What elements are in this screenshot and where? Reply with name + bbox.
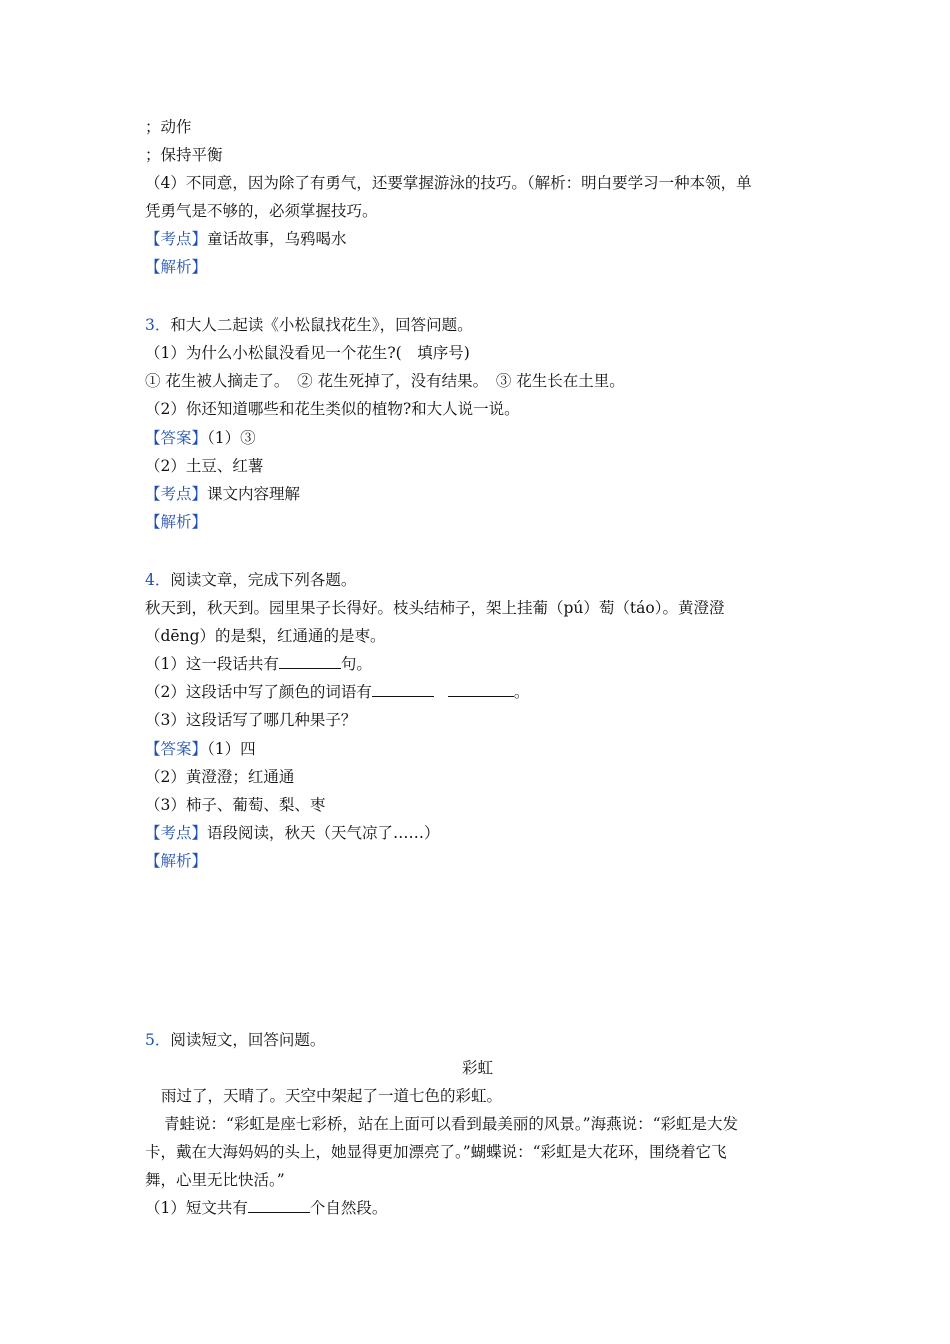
answer-line: ；动作 [145, 118, 192, 136]
question-5-sub1 [145, 1198, 810, 1218]
question-text: 和大人二起读《小松鼠找花生》，回答问题。 [170, 316, 473, 334]
kaodian-tag: 【考点】 [145, 230, 208, 248]
answer-line: ；保持平衡 [145, 146, 223, 164]
answer-tag: 【答案】 [145, 429, 208, 447]
question-text: （1）短文共有 [145, 1199, 248, 1217]
passage-line: 青蛙说：“彩虹是座七彩桥，站在上面可以看到最美丽的风景。”海燕说：“彩虹是大发 [164, 1115, 739, 1133]
question-text: 个自然段。 [309, 1199, 388, 1217]
question-5-stem [145, 1030, 810, 1050]
jiexi-line [145, 257, 810, 277]
kaodian-tag: 【考点】 [145, 824, 208, 842]
answer-line [145, 428, 810, 448]
question-text: 阅读短文，回答问题。 [170, 1031, 326, 1049]
fill-blank[interactable] [372, 682, 434, 697]
answer-tag: 【答案】 [145, 740, 208, 758]
answer-line: （3）柿子、葡萄、梨、枣 [145, 796, 326, 814]
question-number: 5． [145, 1031, 171, 1049]
kaodian-tag: 【考点】 [145, 485, 208, 503]
question-4-stem [145, 570, 810, 590]
answer-line: 凭勇气是不够的，必须掌握技巧。 [145, 202, 378, 220]
fill-blank[interactable] [448, 682, 514, 697]
kaodian-line [145, 823, 810, 843]
fill-blank[interactable] [248, 1198, 310, 1213]
passage-line: 舞，心里无比快活。” [145, 1171, 285, 1189]
jiexi-tag: 【解析】 [145, 258, 208, 276]
question-text: 句。 [340, 655, 372, 673]
fill-blank[interactable] [279, 654, 341, 669]
answer-text: （1）③ [207, 429, 256, 447]
question-3-stem [145, 315, 810, 335]
kaodian-text: 童话故事，乌鸦喝水 [207, 230, 347, 248]
answer-text: （1）四 [207, 740, 256, 758]
question-4-sub3: （3）这段话写了哪几种果子？ [145, 711, 357, 729]
answer-line: （2）土豆、红薯 [145, 457, 264, 475]
passage-line: 秋天到，秋天到。园里果子长得好。枝头结柿子，架上挂葡（pú）萄（táo）。黄澄澄 [145, 599, 725, 617]
question-3-sub1: （1）为什么小松鼠没看见一个花生?( 填序号) [145, 344, 470, 362]
question-4-sub2 [145, 682, 810, 702]
question-3-options: ① 花生被人摘走了。 ② 花生死掉了，没有结果。 ③ 花生长在土里。 [145, 372, 625, 390]
jiexi-line [145, 512, 810, 532]
answer-line [145, 739, 810, 759]
passage-line: 卡，戴在大海妈妈的头上，她显得更加漂亮了。”蝴蝶说：“彩虹是大花环，围绕着它飞 [145, 1143, 727, 1161]
jiexi-tag: 【解析】 [145, 513, 208, 531]
question-number: 4． [145, 571, 171, 589]
kaodian-text: 课文内容理解 [207, 485, 301, 503]
jiexi-tag: 【解析】 [145, 852, 208, 870]
passage-title: 彩虹 [461, 1059, 493, 1077]
question-3-sub2: （2）你还知道哪些和花生类似的植物?和大人说一说。 [145, 400, 520, 418]
passage-line: 雨过了，天晴了。天空中架起了一道七色的彩虹。 [161, 1087, 503, 1105]
answer-line: （4）不同意，因为除了有勇气，还要掌握游泳的技巧。（解析：明白要学习一种本领，单 [145, 174, 752, 192]
question-number: 3． [145, 316, 171, 334]
question-4-sub1 [145, 654, 810, 674]
question-text: （2）这段话中写了颜色的词语有 [145, 683, 372, 701]
passage-line: （dēng）的是梨，红通通的是枣。 [145, 627, 386, 645]
answer-line: （2）黄澄澄；红通通 [145, 768, 295, 786]
question-text: 阅读文章，完成下列各题。 [170, 571, 357, 589]
question-text: 。 [513, 683, 530, 701]
question-text: （1）这一段话共有 [145, 655, 279, 673]
kaodian-line [145, 229, 810, 249]
jiexi-line [145, 851, 810, 871]
kaodian-text: 语段阅读，秋天（天气凉了……） [207, 824, 440, 842]
kaodian-line [145, 484, 810, 504]
